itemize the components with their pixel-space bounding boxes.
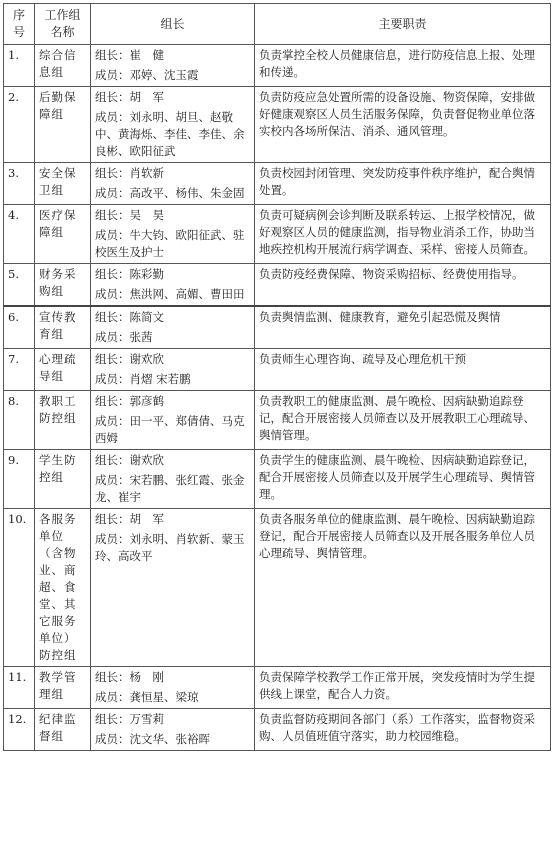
member-names: 成员：宋若鹏、张红霞、张金龙、崔宇 [95, 473, 245, 504]
header-duty: 主要职责 [255, 4, 551, 45]
row-leader-cell [91, 509, 255, 667]
row-group-name: 宣传教育组 [35, 306, 91, 349]
row-duty: 负责教职工的健康监测、晨午晚检、因病缺勤追踪登记，配合开展密接人员筛查以及开展教职工心理疏导、舆情管理。 [255, 391, 551, 450]
row-index: 1. [4, 45, 35, 87]
leader-name: 组长：万雪莉 [95, 712, 164, 726]
row-group-name: 后勤保障组 [35, 87, 91, 163]
header-leader: 组长 [91, 4, 255, 45]
row-duty: 负责保障学校教学工作正常开展，突发疫情时为学生提供线上课堂，配合人力资。 [255, 667, 551, 709]
member-names: 成员：高改平、杨伟、朱金固 [95, 186, 245, 200]
row-index: 9. [4, 450, 35, 509]
leader-name: 组长：吴 昊 [95, 208, 164, 222]
row-group-name: 各服务单位（含物业、商超、食堂、其它服务单位）防控组 [35, 509, 91, 667]
header-group: 工作组名称 [35, 4, 91, 45]
row-leader-cell [91, 349, 255, 391]
member-names: 成员：刘永明、肖软新、蒙玉玲、高改平 [95, 532, 245, 563]
table-row [4, 205, 551, 264]
leader-name: 组长：郭彦鹤 [95, 394, 164, 408]
member-names: 成员：龚恒星、梁琼 [95, 690, 199, 704]
row-duty: 负责师生心理咨询、疏导及心理危机干预 [255, 349, 551, 391]
row-leader-cell [91, 205, 255, 264]
row-duty: 负责防疫经费保障、物资采购招标、经费使用指导。 [255, 264, 551, 307]
table-row [4, 87, 551, 163]
row-group-name: 医疗保障组 [35, 205, 91, 264]
row-index: 11. [4, 667, 35, 709]
leader-name: 组长：胡 军 [95, 512, 164, 526]
row-group-name: 财务采购组 [35, 264, 91, 307]
row-group-name: 安全保卫组 [35, 163, 91, 205]
row-group-name: 心理疏导组 [35, 349, 91, 391]
row-leader-cell [91, 306, 255, 349]
row-duty: 负责各服务单位的健康监测、晨午晚检、因病缺勤追踪登记，配合开展密接人员筛查以及开展各服务单位人员心理疏导、舆情管理。 [255, 509, 551, 667]
row-index: 6. [4, 306, 35, 349]
leader-name: 组长：谢欢欣 [95, 453, 164, 467]
leader-name: 组长：肖软新 [95, 166, 164, 180]
row-leader-cell [91, 163, 255, 205]
table-header-row [4, 4, 551, 45]
member-names: 成员：沈文华、张裕晖 [95, 732, 210, 746]
row-duty: 负责监督防疫期间各部门（系）工作落实，监督物资采购、人员值班值守落实，助力校园维稳。 [255, 709, 551, 751]
row-leader-cell [91, 667, 255, 709]
row-group-name: 教职工防控组 [35, 391, 91, 450]
row-group-name: 学生防控组 [35, 450, 91, 509]
row-leader-cell [91, 45, 255, 87]
table-row [4, 709, 551, 751]
row-leader-cell [91, 709, 255, 751]
row-index: 7. [4, 349, 35, 391]
table-row [4, 391, 551, 450]
row-duty: 负责掌控全校人员健康信息，进行防疫信息上报、处理和传递。 [255, 45, 551, 87]
table-row [4, 667, 551, 709]
table-row [4, 45, 551, 87]
table-row [4, 509, 551, 667]
row-duty: 负责可疑病例会诊判断及联系转运、上报学校情况，做好观察区人员的健康监测，指导物业消杀工作，协助当地疾控机构开展流行病学调查、采样、密接人员筛查。 [255, 205, 551, 264]
work-group-table [3, 3, 551, 751]
row-index: 4. [4, 205, 35, 264]
member-names: 成员：田一平、郑倩倩、马克西姆 [95, 414, 245, 445]
member-names: 成员：焦洪网、高媚、曹田田 [95, 287, 245, 301]
table-row [4, 306, 551, 349]
row-index: 2. [4, 87, 35, 163]
row-duty: 负责校园封闭管理、突发防疫事件秩序维护，配合舆情处置。 [255, 163, 551, 205]
table-row [4, 163, 551, 205]
member-names: 成员：肖熠 宋若鹏 [95, 372, 191, 386]
leader-name: 组长：杨 刚 [95, 670, 164, 684]
row-group-name: 教学管理组 [35, 667, 91, 709]
row-leader-cell [91, 391, 255, 450]
leader-name: 组长：陈简文 [95, 310, 164, 324]
member-names: 成员：刘永明、胡旦、赵敬中、黄海烁、李佳、李佳、余良彬、欧阳征武 [95, 110, 245, 158]
row-index: 10. [4, 509, 35, 667]
row-index: 3. [4, 163, 35, 205]
row-leader-cell [91, 87, 255, 163]
member-names: 成员：牛大钧、欧阳征武、驻校医生及护士 [95, 228, 245, 259]
header-index: 序号 [4, 4, 35, 45]
row-index: 12. [4, 709, 35, 751]
row-group-name: 综合信息组 [35, 45, 91, 87]
member-names: 成员：张茜 [95, 330, 153, 344]
row-leader-cell [91, 450, 255, 509]
row-group-name: 纪律监督组 [35, 709, 91, 751]
leader-name: 组长：陈彩勤 [95, 267, 164, 281]
leader-name: 组长：崔 健 [95, 48, 164, 62]
row-duty: 负责舆情监测、健康教育，避免引起恐慌及舆情 [255, 306, 551, 349]
table-row [4, 450, 551, 509]
row-index: 8. [4, 391, 35, 450]
table-row [4, 264, 551, 307]
table-row [4, 349, 551, 391]
row-duty: 负责学生的健康监测、晨午晚检、因病缺勤追踪登记，配合开展密接人员筛查以及开展学生心理疏导、舆情管理。 [255, 450, 551, 509]
row-duty: 负责防疫应急处置所需的设备设施、物资保障，安排做好健康观察区人员生活服务保障，负责督促物业单位落实校内各场所保洁、消杀、通风管理。 [255, 87, 551, 163]
row-leader-cell [91, 264, 255, 307]
member-names: 成员：邓婷、沈玉霞 [95, 68, 199, 82]
leader-name: 组长：胡 军 [95, 90, 164, 104]
leader-name: 组长：谢欢欣 [95, 352, 164, 366]
row-index: 5. [4, 264, 35, 307]
